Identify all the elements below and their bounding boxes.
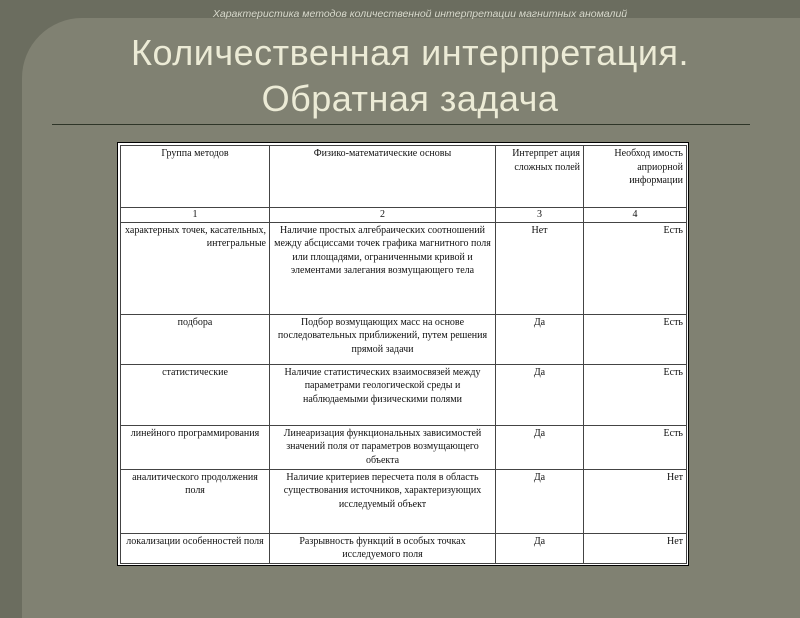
slide-subtitle: Характеристика методов количественной интерпретации магнитных аномалий xyxy=(212,8,628,20)
cell-basis: Линеаризация функциональных зависимостей значений поля от параметров возмущающего объекта xyxy=(270,425,496,469)
header-cell-basis: Физико-математические основы xyxy=(270,146,496,208)
table-row xyxy=(121,469,687,533)
cell-method: подбора xyxy=(121,314,270,364)
table-row xyxy=(121,364,687,425)
cell-basis: Наличие простых алгебраических соотношений между абсциссами точек графика магнитного поля или площадями, ограниченными кривой и элементами залегания возмущающего тела xyxy=(270,222,496,314)
cell-basis: Разрывность функций в особых точках исследуемого поля xyxy=(270,533,496,563)
table-row xyxy=(121,222,687,314)
cell-complex: Да xyxy=(496,533,584,563)
cell-complex: Да xyxy=(496,469,584,533)
slide-title xyxy=(40,30,780,122)
column-number: 2 xyxy=(270,208,496,223)
cell-method: линейного программирования xyxy=(121,425,270,469)
methods-table-container xyxy=(117,142,689,566)
column-number: 3 xyxy=(496,208,584,223)
methods-table xyxy=(120,145,687,564)
cell-basis: Наличие критериев пересчета поля в область существования источников, характеризующих исследуемый объект xyxy=(270,469,496,533)
cell-prior: Нет xyxy=(584,533,687,563)
cell-method: аналитического продолжения поля xyxy=(121,469,270,533)
title-divider xyxy=(52,124,750,125)
cell-method: статистические xyxy=(121,364,270,425)
table-header-row xyxy=(121,146,687,208)
cell-prior: Есть xyxy=(584,222,687,314)
cell-prior: Есть xyxy=(584,364,687,425)
cell-method: локализации особенностей поля xyxy=(121,533,270,563)
cell-prior: Есть xyxy=(584,425,687,469)
cell-prior: Есть xyxy=(584,314,687,364)
cell-complex: Да xyxy=(496,364,584,425)
cell-prior: Нет xyxy=(584,469,687,533)
table-row xyxy=(121,425,687,469)
column-number: 1 xyxy=(121,208,270,223)
cell-complex: Нет xyxy=(496,222,584,314)
table-number-row xyxy=(121,208,687,223)
header-cell-prior-info: Необход имость априорной информации xyxy=(584,146,687,208)
column-number: 4 xyxy=(584,208,687,223)
cell-method: характерных точек, касательных, интегральные xyxy=(121,222,270,314)
title-line-2: Обратная задача xyxy=(261,78,559,119)
table-row xyxy=(121,533,687,563)
cell-complex: Да xyxy=(496,314,584,364)
cell-complex: Да xyxy=(496,425,584,469)
header-cell-complex-fields: Интерпрет ация сложных полей xyxy=(496,146,584,208)
title-line-1: Количественная интерпретация. xyxy=(131,32,689,73)
cell-basis: Подбор возмущающих масс на основе последовательных приближений, путем решения прямой задачи xyxy=(270,314,496,364)
table-row xyxy=(121,314,687,364)
header-cell-method-group: Группа методов xyxy=(121,146,270,208)
cell-basis: Наличие статистических взаимосвязей между параметрами геологической среды и наблюдаемыми физическими полями xyxy=(270,364,496,425)
